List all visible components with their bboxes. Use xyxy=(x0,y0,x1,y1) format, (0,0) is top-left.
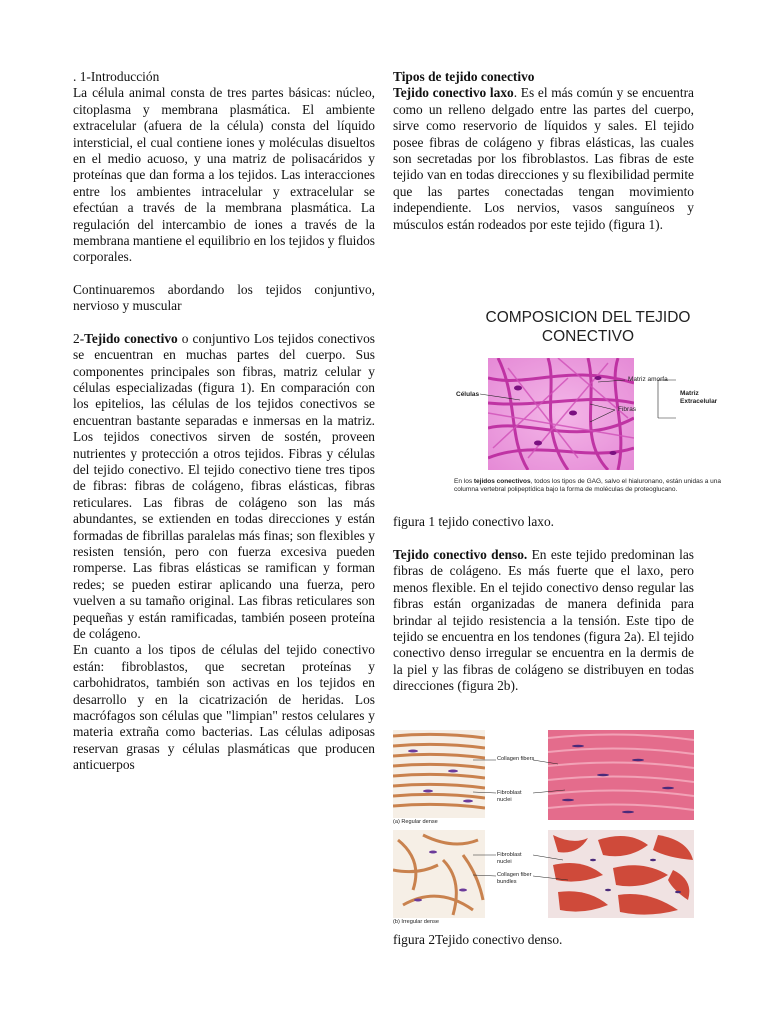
figure-1-caption: figura 1 tejido conectivo laxo. xyxy=(393,514,555,529)
loose-tissue-text: . Es el más común y se encuentra como un relleno delgado entre las partes del cuerpo, sirve como reservorio de líquidos y sales. El tejido posee fibras de colágeno y fibras elásticas, las cuales son secretadas por los fibroblastos. Las fibras de este tejido van en todas direcciones y su flexibilidad permite que las partes conectadas tengan movimiento independiente. Los nervios, vasos sanguíneos y músculos están rodeados por este tejido (figura 1). xyxy=(393,85,694,232)
label-fibras: Fibras xyxy=(618,406,637,413)
loose-tissue-term: Tejido conectivo laxo xyxy=(393,85,514,101)
figure-2-leader-lines xyxy=(393,730,694,928)
continuation-paragraph: Continuaremos abordando los tejidos conjuntivo, nervioso y muscular xyxy=(73,281,375,314)
figure-2 xyxy=(393,730,694,928)
cell-types-paragraph: En cuanto a los tipos de células del tejido conectivo están: fibroblastos, que secretan proteínas y carbohidratos, también son activas en los tejidos en desarrollo y en la cicatrización de heridas. Los macrófagos son células que "limpian" restos celulares y materia extraña como bacterias. Las células adiposas reservan grasas y células plasmáticas que producen anticuerpos xyxy=(73,642,375,773)
intro-paragraph: La célula animal consta de tres partes básicas: núcleo, citoplasma y membrana plasmática. El ambiente extracelular (afuera de la célula) consta del líquido intersticial, el cual contiene iones y moléculas disueltos en el medio acuoso, y una matriz de polisacáridos y proteínas que dan forma a los tejidos. Las interacciones entre los ambientes intracelular y extracelular se efectúan a través de la membrana plasmática. La regulación del intercambio de iones a través de la membrana mantiene el equilibrio en los tejidos y fluidos corporales. xyxy=(73,85,375,265)
label-collagen-fibers: Collagen fibers xyxy=(497,756,535,762)
label-regular-dense: (a) Regular dense xyxy=(393,819,438,825)
intro-heading: . 1-Introducción xyxy=(73,69,160,84)
figure-2-caption: figura 2Tejido conectivo denso. xyxy=(393,932,563,947)
label-fibroblast-nuclei-a: Fibroblast nuclei xyxy=(497,790,522,803)
figure-1 xyxy=(440,300,736,510)
label-fibroblast-nuclei-b: Fibroblast nuclei xyxy=(497,852,522,865)
right-column xyxy=(393,69,694,233)
label-collagen-bundles: Collagen fiber bundles xyxy=(497,872,532,885)
figure-1-note xyxy=(454,478,724,494)
figure-1-note-text: , todos los tipos de GAG, salvo el hialuronano, están unidas a una columna vertebral polipeptídica bajo la forma de moléculas de proteoglucano. xyxy=(454,478,722,493)
figure-1-note-prefix: En los xyxy=(454,478,474,485)
label-matriz-amorfa: Matriz amorfa xyxy=(628,376,668,383)
types-heading xyxy=(393,69,694,85)
connective-tissue-paragraph xyxy=(73,331,375,643)
types-heading-text: Tipos de tejido conectivo xyxy=(393,69,535,84)
connective-tissue-text: o conjuntivo Los tejidos conectivos se encuentran en muchas partes del cuerpo. Sus componentes principales son fibras, matriz celular y células especializadas (figura 1). En comparación con los epitelios, las células de los tejidos conectivos se encuentran bastante separadas e inmersas en la matriz. Los tejidos conectivos sirven de sostén, proveen nutrientes y protección a otros tejidos. Fibras y células del tejido conectivo. El tejido conectivo tiene tres tipos de fibras: fibras de colágeno, fibras elásticas, fibras reticulares. Las fibras de colágeno son las más abundantes, se extienden en todas direcciones y están formadas de fibrillas paralelas más finas; son flexibles y resisten tensión, pero con fuerza excesiva pueden romperse. Las fibras elásticas se ramifican y forman redes; se pueden estirar aplicando una fuerza, pero vuelven a su tamaño original. Las fibras reticulares son pequeñas y están ramificadas, también poseen proteína de colágeno. xyxy=(73,330,375,641)
figure-1-title: COMPOSICION DEL TEJIDO CONECTIVO xyxy=(485,309,691,345)
dense-tissue-paragraph xyxy=(393,547,694,695)
dense-tissue-block xyxy=(393,547,694,695)
dense-tissue-text: En este tejido predominan las fibras de colágeno. Es más fuerte que el laxo, pero menos flexible. En el tejido conectivo denso regular las fibras están organizadas de manera definida para brindar al tejido resistencia a la tensión. Este tipo de tejido se encuentra en los tendones (figura 2a). El tejido conectivo denso irregular se encuentra en la dermis de la piel y las fibras de colágeno se distribuyen en todas direcciones (figura 2b). xyxy=(393,547,694,694)
left-column xyxy=(73,69,375,774)
connective-tissue-term: Tejido conectivo xyxy=(84,330,178,346)
label-irregular-dense: (b) Irregular dense xyxy=(393,919,440,925)
label-matriz-extracelular: Matriz Extracelular xyxy=(680,390,718,405)
label-celulas: Células xyxy=(456,391,480,398)
section-number: 2- xyxy=(73,330,85,346)
loose-tissue-paragraph xyxy=(393,85,694,233)
figure-1-note-term: tejidos conectivos xyxy=(473,478,531,485)
dense-tissue-term: Tejido conectivo denso. xyxy=(393,547,528,562)
